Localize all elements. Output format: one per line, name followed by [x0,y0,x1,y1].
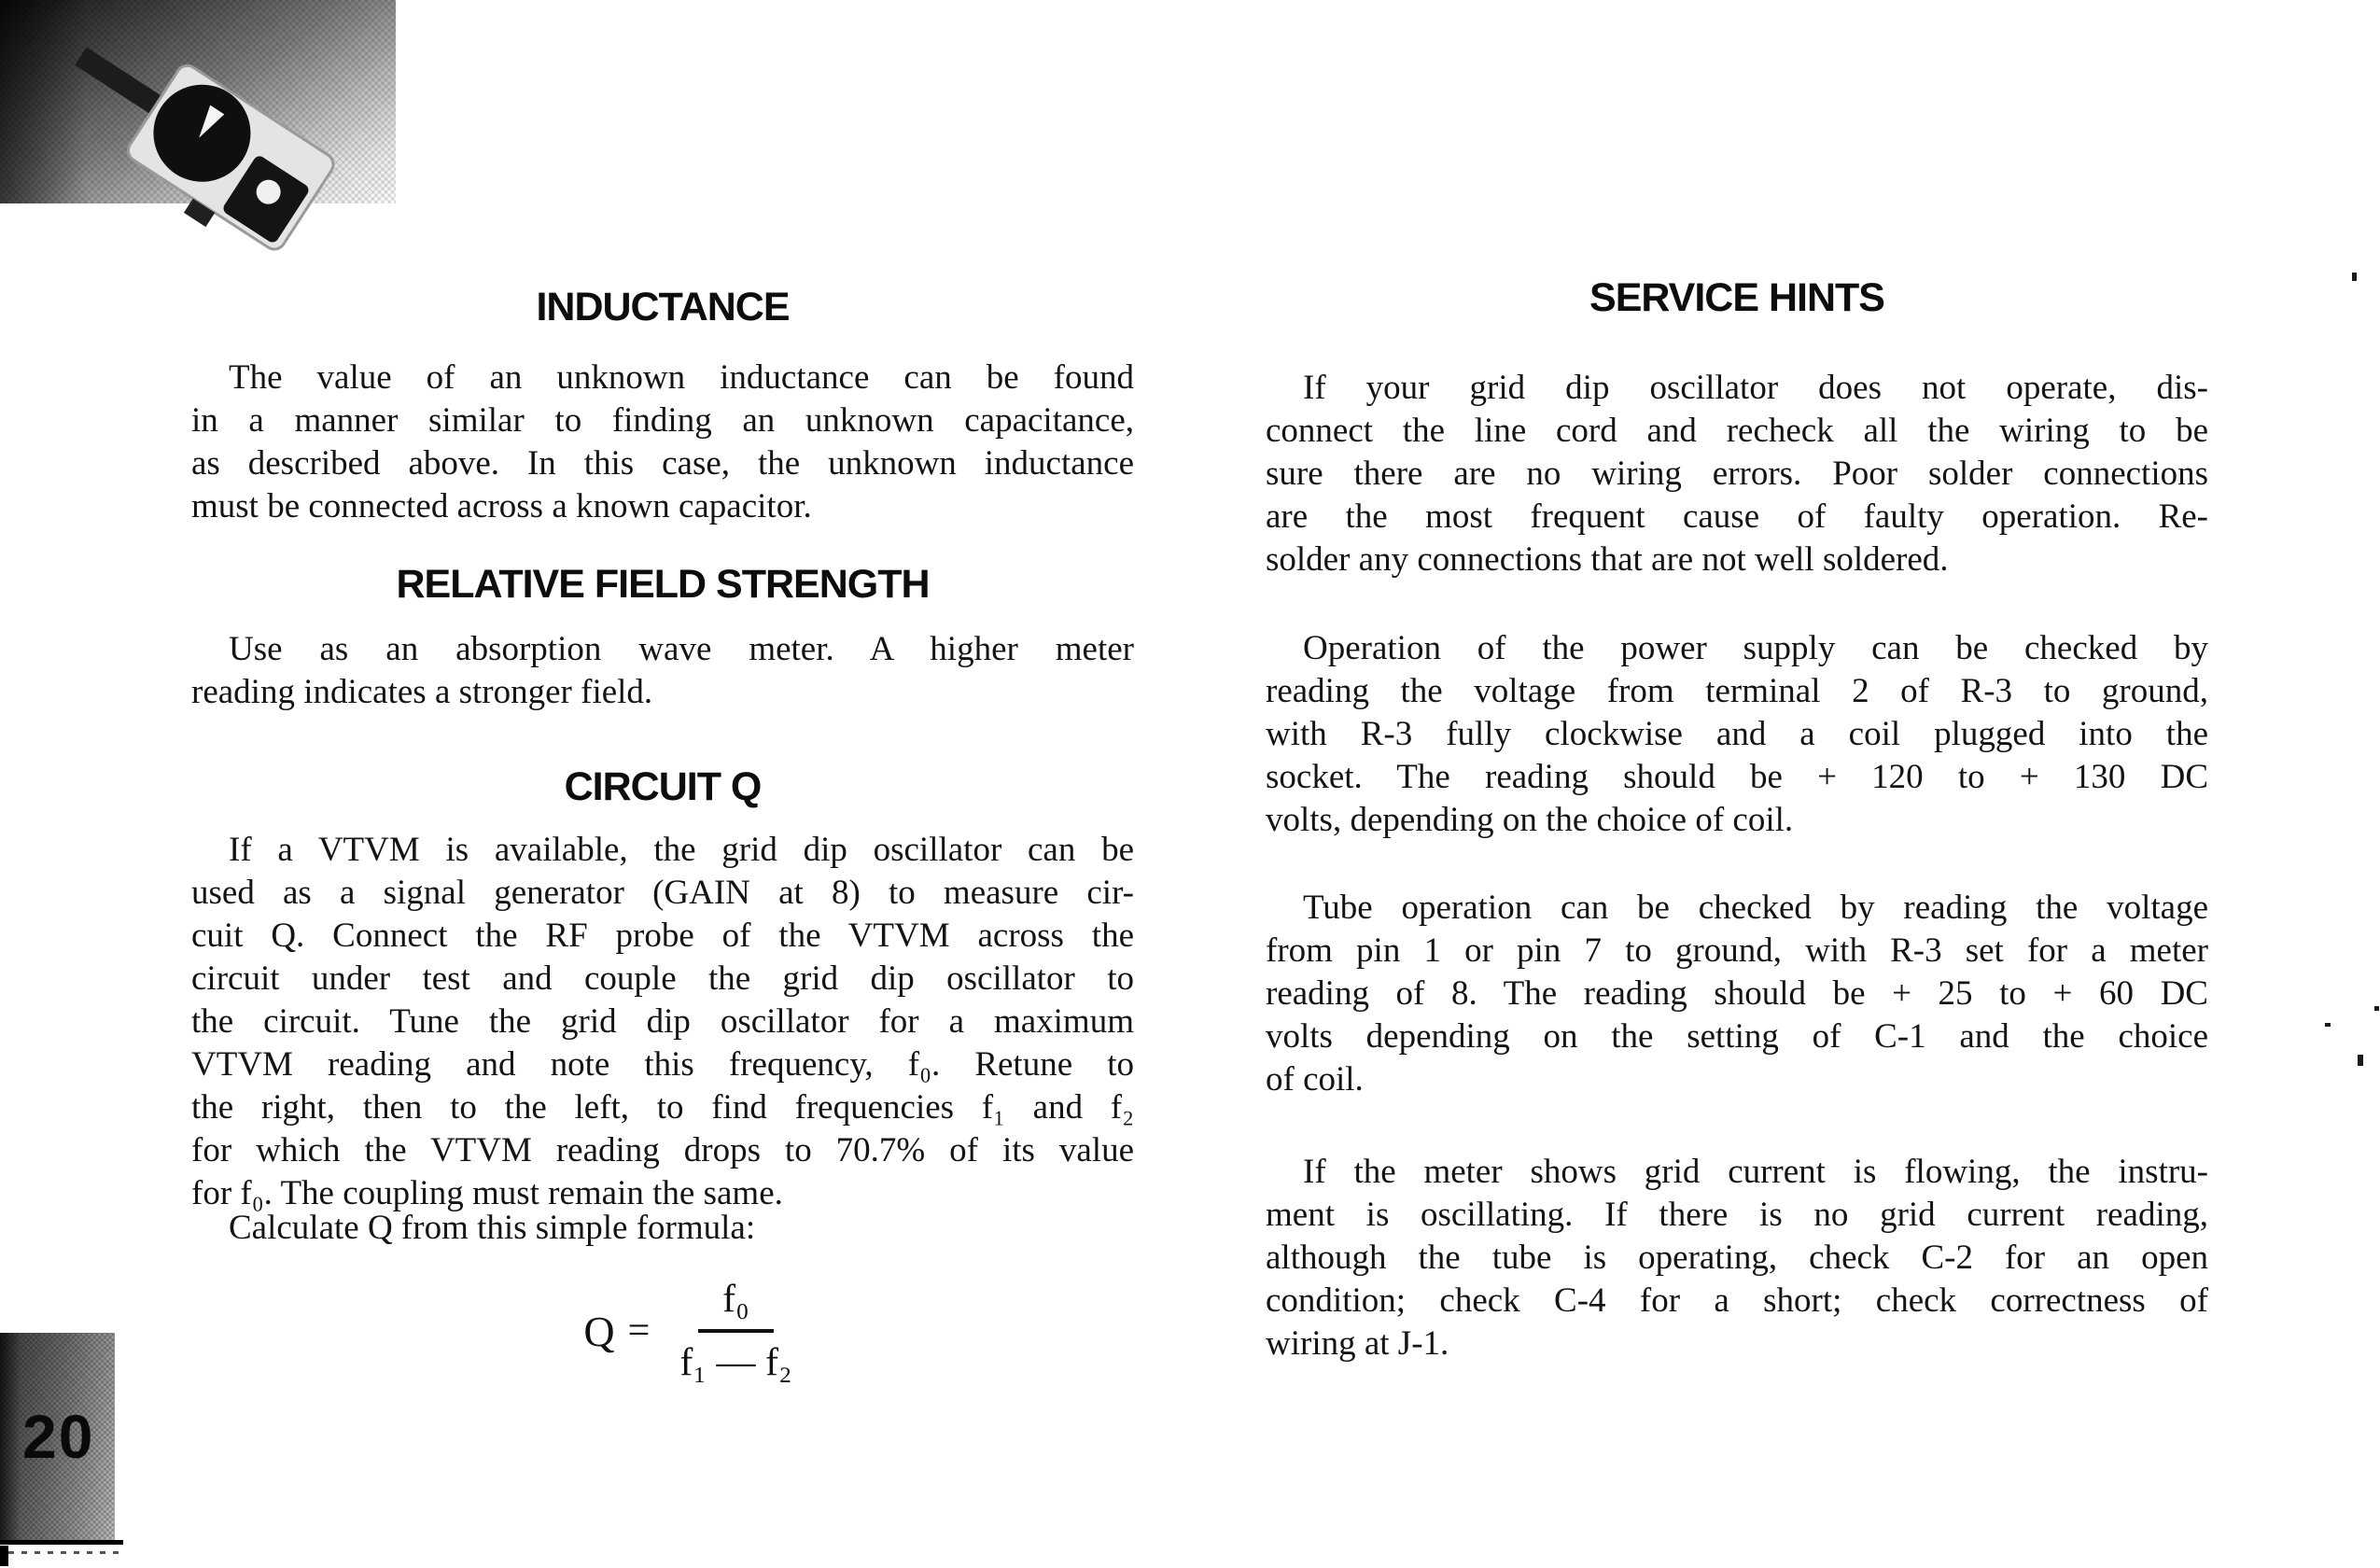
scan-speck [2374,1006,2379,1011]
service-hints-paragraph-4 [1266,1151,2208,1365]
page-number-badge [0,1333,115,1540]
text-line: as described above. In this case, the unknown inductance [191,444,1134,483]
text-line: of coil. [1266,1060,1364,1099]
page-number: 20 [22,1402,95,1471]
text-line: the circuit. Tune the grid dip oscillator for a maximum [191,1002,1134,1041]
text-line: for which the VTVM reading drops to 70.7% of its value [191,1131,1134,1169]
text-line: volts, depending on the choice of coil. [1266,801,1794,839]
text-line: socket. The reading should be + 120 to + 130 DC [1266,758,2208,796]
text-line: reading the voltage from terminal 2 of R-3 to ground, [1266,672,2208,710]
text-line: used as a signal generator (GAIN at 8) to measure cir- [191,874,1134,912]
text-line: condition; check C-4 for a short; check correctness of [1266,1281,2208,1320]
section-heading-relative-field-strength: RELATIVE FIELD STRENGTH [396,562,930,607]
text-line: Tube operation can be checked by reading the voltage [1303,889,2208,927]
text-line: connect the line cord and recheck all the wiring to be [1266,412,2208,450]
text-line: reading indicates a stronger field. [191,673,653,711]
inductance-paragraph [191,357,1134,528]
text-line: sure there are no wiring errors. Poor solder connections [1266,455,2208,493]
calculate-q-line: Calculate Q from this simple formula: [229,1209,756,1247]
text-line: The value of an unknown inductance can be found [229,358,1134,397]
service-hints-paragraph-2 [1266,627,2208,842]
text-line: volts depending on the setting of C-1 and the choice [1266,1017,2208,1056]
formula-fraction [674,1277,797,1385]
text-line: for f₀. The coupling must remain the same. [191,1174,783,1212]
relative-field-strength-paragraph [191,628,1134,714]
text-line: in a manner similar to finding an unknown capacitance, [191,401,1134,440]
text-line: from pin 1 or pin 7 to ground, with R-3 set for a meter [1266,931,2208,970]
text-line: with R-3 fully clockwise and a coil plugged into the [1266,715,2208,753]
scan-speck [2352,273,2357,281]
scan-speck [2325,1023,2331,1027]
text-line: If the meter shows grid current is flowing, the instru- [1303,1153,2208,1191]
text-line: If a VTVM is available, the grid dip oscillator can be [229,831,1134,869]
corner-scan-dashes [8,1551,120,1554]
text-line: Use as an absorption wave meter. A higher meter [229,630,1134,668]
text-line: circuit under test and couple the grid dip oscillator to [191,959,1134,998]
section-heading-circuit-q: CIRCUIT Q [564,764,762,809]
badge-underline [0,1540,123,1545]
circuit-q-paragraph [191,829,1134,1215]
section-heading-service-hints: SERVICE HINTS [1589,275,1884,320]
text-line: must be connected across a known capacitor. [191,487,812,525]
service-hints-paragraph-3 [1266,887,2208,1101]
q-formula [191,1277,1162,1385]
service-hints-paragraph-1 [1266,367,2208,581]
formula-lhs: Q [583,1307,615,1355]
text-line: cuit Q. Connect the RF probe of the VTVM across the [191,917,1134,955]
text-line: If your grid dip oscillator does not operate, dis- [1303,369,2208,407]
section-heading-inductance: INDUCTANCE [536,285,790,329]
scan-speck [2358,1055,2363,1066]
text-line: ment is oscillating. If there is no grid current reading, [1266,1196,2208,1234]
text-line: are the most frequent cause of faulty operation. Re- [1266,497,2208,536]
grid-dip-oscillator-photo [0,0,392,280]
text-line: solder any connections that are not well soldered. [1266,540,1949,579]
text-line: the right, then to the left, to find frequencies f₁ and f₂ [191,1088,1134,1127]
corner-scan-mark [0,1546,8,1566]
text-line: wiring at J-1. [1266,1324,1449,1363]
text-line: Operation of the power supply can be checked by [1303,629,2208,667]
text-line: reading of 8. The reading should be + 25 to + 60 DC [1266,974,2208,1013]
formula-denominator: f₁ — f₂ [679,1341,792,1384]
text-line: although the tube is operating, check C-2 for an open [1266,1239,2208,1277]
formula-numerator: f₀ [698,1277,774,1333]
formula-equals: = [627,1309,651,1352]
text-line: VTVM reading and note this frequency, f₀. Retune to [191,1045,1134,1084]
